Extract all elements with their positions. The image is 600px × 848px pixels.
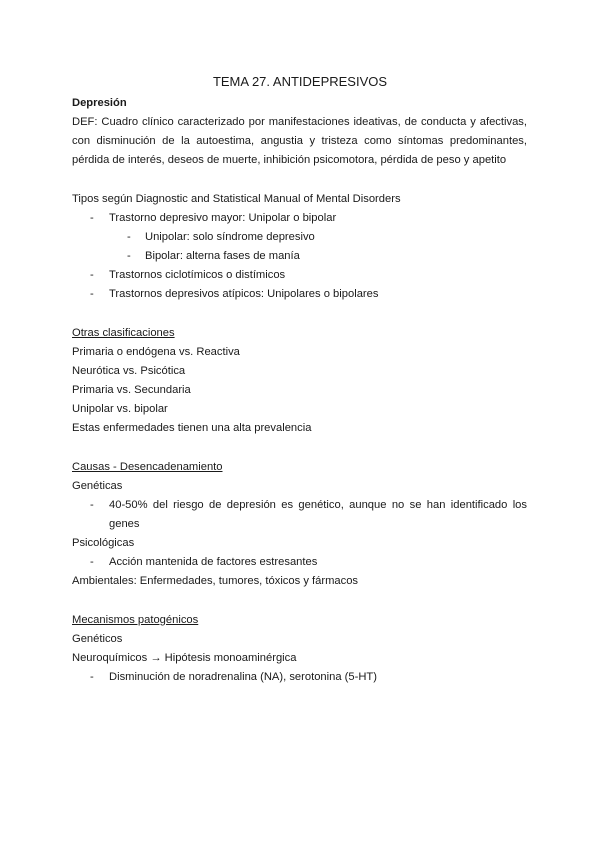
dash-marker: - bbox=[90, 269, 94, 281]
subheading-geneticas: Genéticas bbox=[72, 480, 123, 492]
dash-marker: - bbox=[90, 212, 94, 224]
definition-paragraph bbox=[72, 113, 527, 170]
list-item: Trastornos depresivos atípicos: Unipolares o bipolares bbox=[109, 288, 379, 300]
definition-line: DEF: Cuadro clínico caracterizado por manifestaciones ideativas, de conducta y afectivas, bbox=[72, 116, 527, 128]
section-heading-otras: Otras clasificaciones bbox=[72, 327, 175, 339]
list-item: Trastornos ciclotímicos o distímicos bbox=[109, 269, 286, 281]
text-line: Unipolar vs. bipolar bbox=[72, 403, 168, 415]
text-line: Estas enfermedades tienen una alta prevalencia bbox=[72, 422, 312, 434]
list-item: Bipolar: alterna fases de manía bbox=[145, 250, 300, 262]
section-heading-mecanismos: Mecanismos patogénicos bbox=[72, 614, 199, 626]
section-heading-causas: Causas - Desencadenamiento bbox=[72, 461, 223, 473]
dash-marker: - bbox=[127, 231, 131, 243]
dash-marker: - bbox=[127, 250, 131, 262]
subheading-psicologicas: Psicológicas bbox=[72, 537, 135, 549]
list-item: Acción mantenida de factores estresantes bbox=[109, 556, 318, 568]
page-title: TEMA 27. ANTIDEPRESIVOS bbox=[212, 74, 388, 89]
list-item: Disminución de noradrenalina (NA), serotonina (5-HT) bbox=[109, 671, 377, 683]
dash-marker: - bbox=[90, 671, 94, 683]
tipos-heading: Tipos según Diagnostic and Statistical Manual of Mental Disorders bbox=[72, 193, 401, 205]
dash-marker: - bbox=[90, 556, 94, 568]
definition-line: pérdida de interés, deseos de muerte, inhibición psicomotora, pérdida de peso y apetito bbox=[72, 154, 507, 166]
text-line: Primaria vs. Secundaria bbox=[72, 384, 191, 396]
text-line: Ambientales: Enfermedades, tumores, tóxicos y fármacos bbox=[72, 575, 359, 587]
definition-line: con disminución de la autoestima, angustia y tristeza como síntomas predominantes, bbox=[72, 135, 527, 147]
list-item: Unipolar: solo síndrome depresivo bbox=[145, 231, 315, 243]
subheading-geneticos: Genéticos bbox=[72, 633, 123, 645]
section-heading-depresion: Depresión bbox=[72, 97, 127, 109]
dash-marker: - bbox=[90, 499, 94, 511]
text-line: Neuroquímicos → Hipótesis monoaminérgica bbox=[72, 652, 297, 664]
list-item-line: 40-50% del riesgo de depresión es genético, aunque no se han identificado los bbox=[109, 499, 527, 511]
text-line: Neurótica vs. Psicótica bbox=[72, 365, 186, 377]
list-item-line: genes bbox=[109, 518, 140, 530]
text-line: Primaria o endógena vs. Reactiva bbox=[72, 346, 240, 358]
list-item bbox=[109, 496, 527, 534]
list-item: Trastorno depresivo mayor: Unipolar o bipolar bbox=[109, 212, 337, 224]
dash-marker: - bbox=[90, 288, 94, 300]
